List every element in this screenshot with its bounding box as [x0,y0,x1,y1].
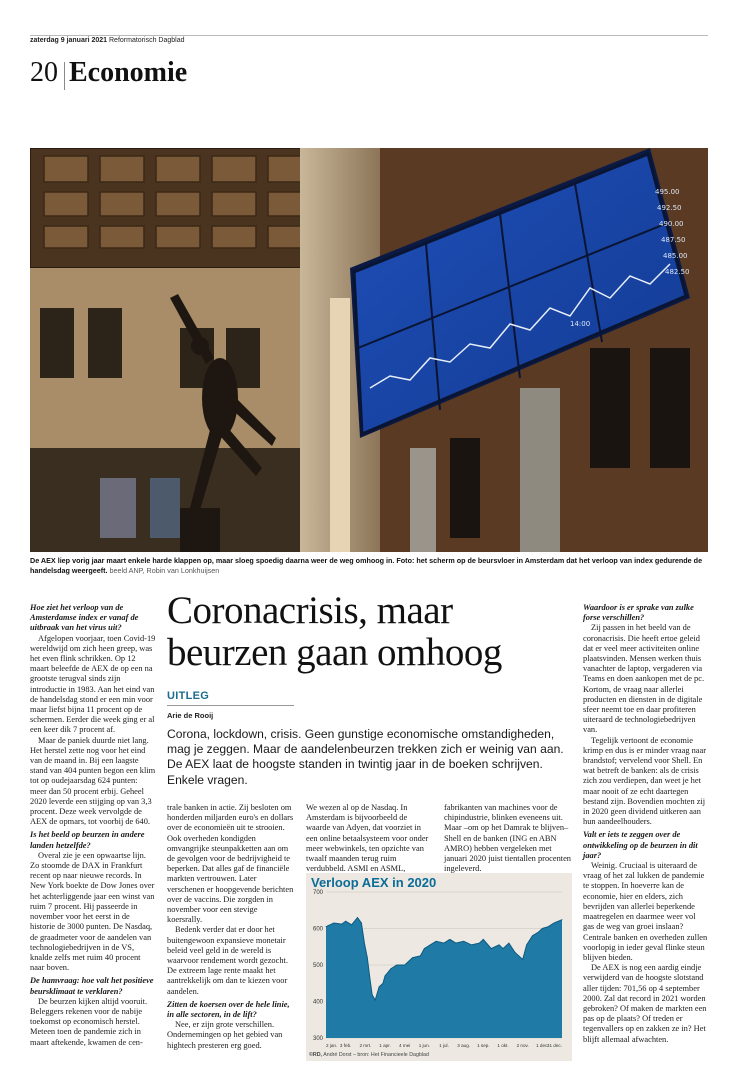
data-point [491,948,492,949]
x-tick-label: 3 feb. [339,1043,352,1048]
data-point [357,917,358,918]
data-point [450,939,451,940]
chart-source [309,1052,429,1058]
data-point [351,924,352,925]
data-point [341,924,342,925]
data-point [383,983,384,984]
question: Valt er iets te zeggen over de ontwikkeling op de beurzen in dit jaar? [583,830,698,860]
data-point [430,945,431,946]
paragraph: trale banken in actie. Zij besloten om honderden miljarden euro's en dollars over de economieën uit te strooien. Ook overheden kondigden omvangrijke steunpakketten aan om de gevolgen voor de bedrijvigheid te beperken. Dat alles gaf de financiële markten vertrouwen. Later verschenen er hoopgevende berichten over de vaccins. Die zorgden in november voor een stevige koersrally. [167,803,294,925]
photo-illustration [30,148,708,552]
paragraph: Maar de paniek duurde niet lang. Het herstel zette nog voor het eind van de maand in. Bij een laagste stand van 404 punten begon een klim tot op oudejaarsdag 624 punten: meer dan 50 procent erbij. Geheel 2020 leverde een stijging op van 3,3 procent. Deze week vervolgde de AEX de opmars, tot voorbij de 640. [30,735,156,827]
photo-caption [30,556,708,575]
data-point [424,948,425,949]
data-point [509,943,510,944]
data-point [364,943,365,944]
data-point [420,956,421,957]
paragraph: We wezen al op de Nasdaq. In Amsterdam is bijvoorbeeld de waarde van Adyen, dat voorziet in een online betaalsysteem voor onder meer webwinkels, ten opzichte van twaalf maanden terug ruim verdubbeld. ASMI en ASML, [306,803,429,874]
x-tick-label: 2 mrt. [359,1043,372,1048]
label-rule [167,705,294,706]
data-point [412,957,413,958]
data-point [562,919,563,920]
data-point [326,926,327,927]
x-tick-label: 1 jul. [439,1043,449,1048]
data-point [538,932,539,933]
x-tick-label: 2 jan. [326,1043,338,1048]
screen-tick: 487.50 [661,236,686,244]
page-number: 20 [30,57,58,88]
x-tick-label: 1 sep. [477,1043,490,1048]
x-tick-label: 1 jun. [418,1043,430,1048]
intro-text: Corona, lockdown, crisis. Geen gunstige economische omstandigheden, mag je zeggen. Maar de aandelenbeurzen trekken zich er weinig van aan. De AEX laat de hoogste standen in twintig jaar in de boeken schrijven. Enkele vragen. [167,727,564,787]
photo-credit: beeld ANP, Robin van Lonkhuijsen [109,565,220,575]
date: zaterdag 9 januari 2021 [30,37,108,44]
x-tick-label: 31 dec. [546,1043,562,1048]
data-point [479,943,480,944]
y-tick-label: 300 [312,1036,323,1042]
data-point [471,945,472,946]
area-series [326,918,562,1038]
column-3 [306,803,432,874]
x-tick-label: 2 nov. [516,1043,529,1048]
data-point [526,945,527,946]
data-point [385,976,386,977]
data-point [375,1000,376,1001]
data-point [522,959,523,960]
data-point [483,939,484,940]
data-point [372,995,373,996]
paragraph: De beurzen kijken altijd vooruit. Beleggers rekenen voor de nabije toekomst op economisch herstel. Meteen toen de pandemie zich in maart aftekende, kwamen de cen- [30,996,148,1047]
aex-chart [306,888,572,1052]
data-point [532,935,533,936]
data-point [345,921,346,922]
caption-text: De AEX liep vorig jaar maart enkele harde klappen op, maar sloeg spoedig daarna weer de weg omhoog in. Foto: het scherm op de beursvloer in Amsterdam dat het verloop van index gedurende de handelsdag weergeeft. [30,556,703,575]
question: Zitten de koersen over de hele linie, in alle sectoren, in de lift? [167,999,290,1020]
screen-tick: 482.50 [665,268,690,276]
paragraph: Weinig. Cruciaal is uiteraard de vraag of het zal lukken de pandemie te stoppen. In hoeverre kan de economie, hier en elders, zich bevrijden van allerlei beperkende maatregelen en daarmee weer vol gas de weg van groei inslaan? Centrale banken en overheden zullen voorlopig in ieder geval flinke steun blijven bieden. [583,861,708,962]
x-tick-label: 3 aug. [457,1043,471,1048]
data-point [554,923,555,924]
paragraph: Nee, er zijn grote verschillen. Ondernemingen op het gebied van hightech presteren erg goed. [167,1020,283,1050]
data-point [396,965,397,966]
chart-source-prefix: ©RD, [309,1052,323,1058]
paragraph: Zij passen in het beeld van de coronacrisis. Die heeft ertoe geleid dat er veel meer activiteiten online plaatsvinden. Mensen werken thuis vanachter de laptop, vergaderen via Teams en doen aankopen met de pc. Kortom, de vraag naar allerlei producten en diensten in de digitale sfeer neemt toe en daar profiteren uiteraard de technologiebedrijven van. [583,623,705,735]
question: Hoe ziet het verloop van de Amsterdamse index er vanaf de uitbraak van het virus uit? [30,603,139,633]
article-label: UITLEG [167,690,210,702]
paragraph: De AEX is nog een aardig eindje verwijderd van de hoogste slotstand aller tijden: 701,56 op 4 september 2000. Zal dat record in 2021 worden gebroken? Of maken de markten een pas op de plaats? Of treden er tegenvallers op en zakken ze in? Het blijft allemaal afwachten. [583,963,707,1044]
column-4 [444,803,572,874]
byline: Arie de Rooij [167,711,214,720]
data-point [334,923,335,924]
y-tick-label: 600 [312,926,323,933]
y-tick-label: 500 [312,963,323,969]
data-point [391,968,392,969]
data-point [542,928,543,929]
data-point [503,948,504,949]
data-point [514,952,515,953]
data-point [463,941,464,942]
paragraph: fabrikanten van machines voor de chipindustrie, blinken eveneens uit. Maar –om op het Damrak te blijven– Shell en de banken (ING en ABN AMRO) hebben vergeleken met januari 2020 juist tientallen procenten ingeleverd. [444,803,571,874]
section-title: Economie [69,57,188,88]
header-divider [64,62,65,90]
photo-beursvloer [30,148,708,552]
y-tick-label: 400 [312,999,323,1006]
newspaper-name: Reformatorisch Dagblad [109,37,185,44]
x-tick-label: 4 mei [399,1043,411,1048]
column-1 [30,600,156,1048]
column-5 [583,600,708,1045]
paragraph: Bedenk verder dat er door het buitengewoon expansieve monetair beleid veel geld in de wereld is waarvoor rendement wordt gezocht. De extreem lage rente maakt het aantrekkelijk om dan te kiezen voor aandelen. [167,925,288,996]
header-rule [30,35,708,36]
data-point [444,943,445,944]
question: Is het beeld op beurzen in andere landen hetzelfde? [30,830,145,850]
x-tick-label: 1 okt. [497,1043,509,1048]
question: Waardoor is er sprake van zulke forse verschillen? [583,603,694,623]
paragraph: Overal zie je een opwaartse lijn. Zo stoomde de DAX in Frankfurt recent op naar nieuwe records. In New York boekte de Dow Jones over het achterliggende jaar een winst van ruim 7 procent. Hij passeerde in november voor het eerst in de historie de 3000 punten. De Nasdaq, de graadmeter voor de aandelen van technologiebedrijven in de VS, knalde zelfs met ruim 40 procent naar boven. [30,850,155,973]
data-point [455,943,456,944]
screen-tick: 485.00 [663,252,688,260]
screen-time: 14:00 [570,320,591,328]
x-tick-label: 1 apr. [379,1043,391,1048]
paragraph: Afgelopen voorjaar, toen Covid-19 wereldwijd om zich heen greep, was het even flink schrikken. Op 12 maart beleefde de AEX de op een na grootste terugval sinds zijn introductie in 1983. Aan het eind van de handelsdag stond er een min voor maar liefst bijna 11 procent op de schermen. Eerder die week ging er al een keer dik 7 procent af. [30,633,156,735]
data-point [361,923,362,924]
data-point [404,965,405,966]
data-point [379,987,380,988]
chart-source-text: André Dorst – bron: Het Financieele Dagblad [323,1052,429,1058]
headline: Coronacrisis, maar beurzen gaan omhoog [167,589,502,674]
screen-tick: 492.50 [657,204,682,212]
data-point [499,945,500,946]
data-point [436,941,437,942]
data-point [367,957,368,958]
x-tick-label: 1 dec. [536,1043,549,1048]
screen-tick: 490.00 [659,220,684,228]
question: De hamvraag: hoe valt het positieve beursklimaat te verklaren? [30,976,154,996]
column-2 [167,803,294,1051]
data-point [370,981,371,982]
screen-tick: 495.00 [655,188,680,196]
paragraph: Tegelijk vertoont de economie krimp en dus is er minder vraag naar brandstof; vervelend voor Shell. En wat betreft de banken: als de crisis zich zou verdiepen, dan weet je het maar nooit of ze echt daartegen bestand zijn. Bovendien mochten zij in 2020 geen dividend uitkeren aan hun aandeelhouders. [583,735,707,827]
chart-title: Verloop AEX in 2020 [311,875,437,890]
data-point [548,926,549,927]
y-tick-label: 700 [312,890,323,896]
dateline [30,37,184,44]
